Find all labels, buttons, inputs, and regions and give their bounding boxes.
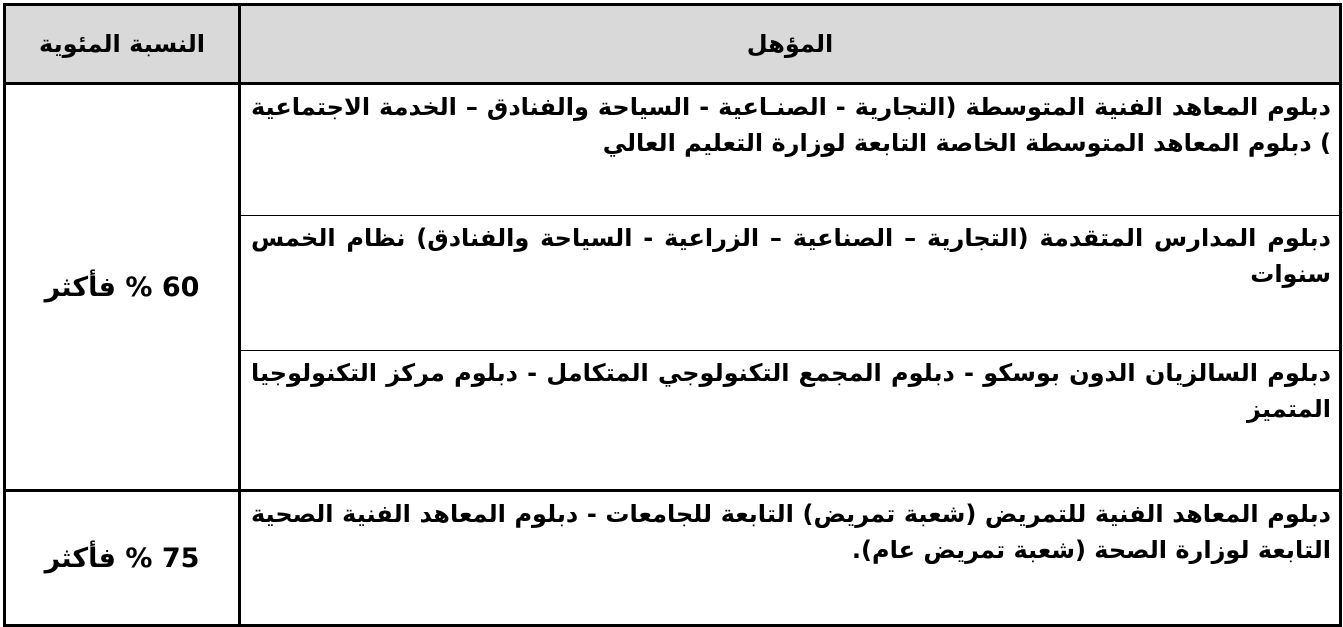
qualification-cell: دبلوم السالزيان الدون بوسكو - دبلوم المجمع التكنولوجي المتكامل - دبلوم مركز التكنولوجيا المتميز (240, 351, 1341, 491)
qualification-cell: دبلوم المعاهد الفنية للتمريض (شعبة تمريض) التابعة للجامعات - دبلوم المعاهد الفنية الصحية التابعة لوزارة الصحة (شعبة تمريض عام). (240, 491, 1341, 626)
header-row (5, 5, 1341, 84)
table-row (5, 491, 1341, 626)
qualifications-table (3, 3, 1342, 627)
table-row (5, 84, 1341, 216)
percentage-cell: 75 % فأكثر (5, 491, 240, 626)
header-qualification: المؤهل (240, 5, 1341, 84)
qualification-cell: دبلوم المدارس المتقدمة (التجارية – الصناعية – الزراعية - السياحة والفنادق) نظام الخمس سنوات (240, 216, 1341, 351)
percentage-cell: 60 % فأكثر (5, 84, 240, 491)
qualification-cell: دبلوم المعاهد الفنية المتوسطة (التجارية - الصنـاعية - السياحة والفنادق – الخدمة الاجتماعية ) دبلوم المعاهد المتوسطة الخاصة التابعة لوزارة التعليم العالي (240, 84, 1341, 216)
header-percentage: النسبة المئوية (5, 5, 240, 84)
